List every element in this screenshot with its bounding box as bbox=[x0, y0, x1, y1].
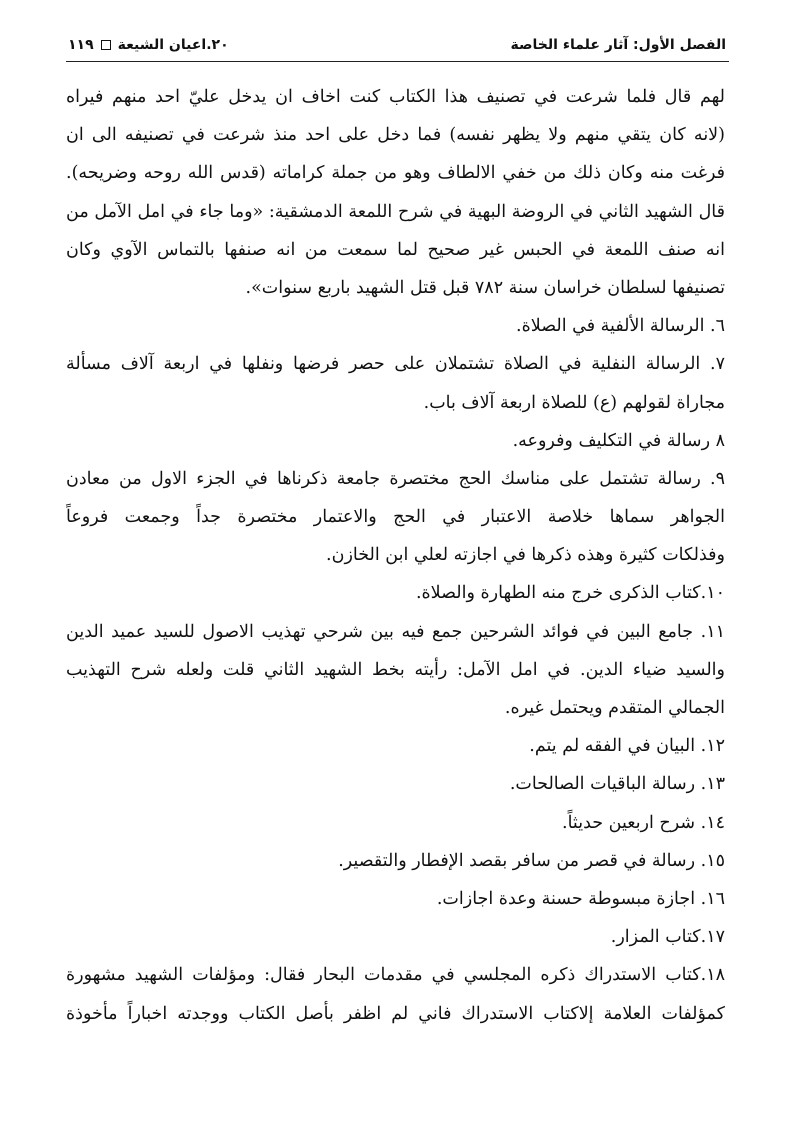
body-text bbox=[66, 78, 725, 1033]
page-number: ١١٩ bbox=[68, 37, 94, 53]
text-line: تصنيفها لسلطان خراسان سنة ٧٨٢ قبل قتل الشهيد باربع سنوات». bbox=[245, 277, 725, 298]
text-line: انه صنف اللمعة في الحبس غير صحيح لما سمعت من انه صنفها بالتماس الآوي وكان bbox=[66, 239, 725, 260]
square-icon bbox=[101, 40, 111, 50]
text-line: قال الشهيد الثاني في الروضة البهية في شرح اللمعة الدمشقية: «وما جاء في امل الآمل من bbox=[66, 201, 725, 222]
text-line: الجمالي المتقدم ويحتمل غيره. bbox=[504, 698, 725, 718]
text-line: فرغت منه وكان ذلك من خفي الالطاف وهو من جملة كراماته (قدس الله روحه وضريحه). bbox=[66, 163, 725, 184]
running-head bbox=[68, 37, 229, 53]
list-item: ٨ رسالة في التكليف وفروعه. bbox=[512, 430, 725, 451]
text-line: والسيد ضياء الدين. في امل الآمل: رأيته بخط الشهيد الثاني قلت ولعله شرح التهذيب bbox=[66, 659, 725, 680]
list-item: ١٢. البيان في الفقه لم يتم. bbox=[529, 736, 725, 757]
chapter-title: الفصل الأول: آثار علماء الخاصة bbox=[510, 37, 726, 53]
list-item: ٧. الرسالة النفلية في الصلاة تشتملان على حصر فرضها ونفلها في اربعة آلاف مسألة bbox=[66, 354, 725, 375]
text-line: الجواهر سماها خلاصة الاعتبار في الحج والاعتمار مختصرة جداً وجمعت فروعاً bbox=[66, 507, 725, 528]
page-header bbox=[68, 30, 726, 60]
list-item: ١٥. رسالة في قصر من سافر بقصد الإفطار والتقصير. bbox=[338, 850, 725, 871]
list-item: ١٤. شرح اربعين حديثاً. bbox=[562, 812, 725, 833]
list-item: ١٨.كتاب الاستدراك ذكره المجلسي في مقدمات البحار فقال: ومؤلفات الشهيد مشهورة bbox=[66, 965, 725, 986]
list-item: ١٠.كتاب الذكرى خرج منه الطهارة والصلاة. bbox=[415, 583, 725, 604]
text-line: لهم قال فلما شرعت في تصنيف هذا الكتاب كنت اخاف ان يدخل عليّ احد منهم فيراه bbox=[66, 87, 725, 107]
list-item: ٩. رسالة تشتمل على مناسك الحج مختصرة جامعة ذكرناها في الجزء الاول من معادن bbox=[66, 468, 725, 489]
text-line: (لانه كان يتقي منهم ولا يظهر نفسه) فما دخل على احد منذ شرعت في تصنيفه الى ان bbox=[66, 125, 725, 146]
list-item: ٦. الرسالة الألفية في الصلاة. bbox=[516, 316, 725, 337]
text-line: وفذلكات كثيرة وهذه ذكرها في اجازته لعلي ابن الخازن. bbox=[326, 545, 725, 566]
list-item: ١٦. اجازة مبسوطة حسنة وعدة اجازات. bbox=[436, 888, 725, 909]
book-title: ٢٠.اعيان الشيعة bbox=[117, 37, 229, 53]
list-item: ١٧.كتاب المزار. bbox=[610, 927, 725, 948]
list-item: ١٣. رسالة الباقيات الصالحات. bbox=[509, 774, 725, 795]
list-item: ١١. جامع البين في فوائد الشرحين جمع فيه بين شرحي تهذيب الاصول للسيد عميد الدين bbox=[66, 621, 725, 642]
text-line: كمؤلفات العلامة إلاكتاب الاستدراك فاني لم اظفر بأصل الكتاب ووجدته اخباراً مأخوذة bbox=[66, 1003, 725, 1024]
header-rule bbox=[66, 61, 729, 62]
text-line: مجاراة لقولهم (ع) للصلاة اربعة آلاف باب. bbox=[423, 392, 725, 413]
